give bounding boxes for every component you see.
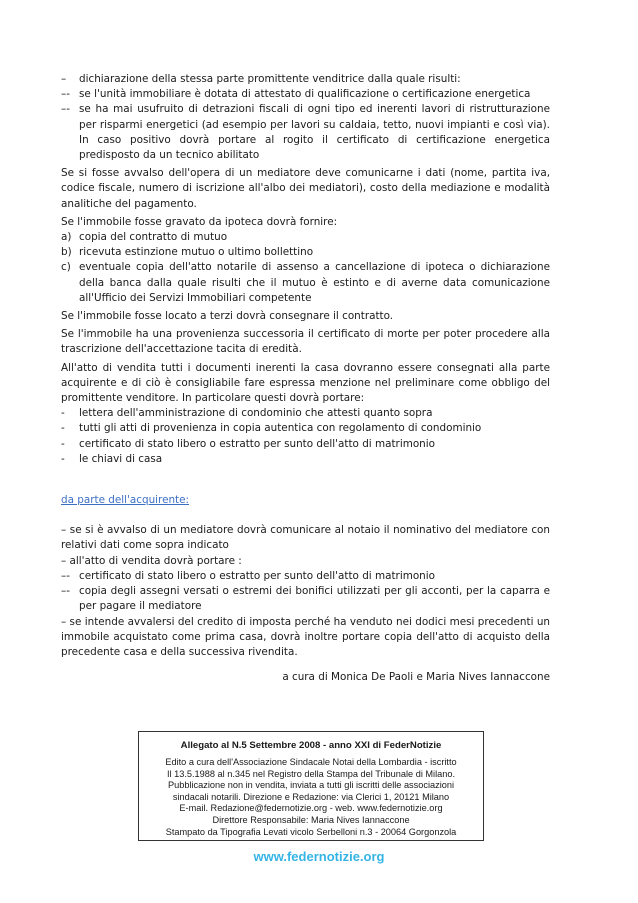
list-text: copia degli assegni versati o estremi dei bonifici utilizzati per gli acconti, per la caparra e per pagare il mediatore (79, 585, 550, 613)
buyer-atto-line: – all'atto di vendita dovrà portare : (61, 554, 242, 567)
list-item (61, 437, 550, 452)
buyer-mediatore-line: – se si è avvalso di un mediatore dovrà comunicare al notaio il nominativo del mediatore con relativi dati come sopra indicato (61, 524, 550, 552)
list-marker: –- (61, 569, 70, 582)
paragraph-ipoteca-intro: Se l'immobile fosse gravato da ipoteca dovrà fornire: (61, 215, 338, 228)
list-text: copia del contratto di mutuo (79, 231, 228, 244)
box-line: E-mail. Redazione@federnotizie.org - web. www.federnotizie.org (179, 803, 443, 814)
list-item (61, 260, 550, 306)
box-line: Pubblicazione non in vendita, inviata a tutti gli iscritti delle associazioni (168, 780, 454, 791)
buyer-section-heading[interactable]: da parte dell'acquirente: (61, 494, 190, 507)
list-marker: - (61, 437, 65, 450)
seller-docs-list (61, 72, 550, 163)
list-item (61, 452, 550, 467)
list-text: ricevuta estinzione mutuo o ultimo bollettino (79, 246, 314, 259)
atto-list (61, 406, 550, 467)
list-marker: –- (61, 585, 70, 598)
buyer-list (61, 569, 550, 615)
buyer-credit-paragraph: – se intende avvalersi del credito di imposta perché ha venduto nei dodici mesi precedenti un immobile acquistato come prima casa, dovrà inoltre portare copia dell'atto di acquisto della precedente casa e della successiva rivendita. (61, 615, 550, 658)
list-marker: – (61, 73, 67, 85)
footer-website-link[interactable]: www.federnotizie.org (253, 849, 385, 864)
list-marker: - (61, 407, 65, 420)
box-line: sindacali notarili. Direzione e Redazione: via Clerici 1, 20121 Milano (172, 791, 450, 802)
list-text: se ha mai usufruito di detrazioni fiscali di ogni tipo ed inerenti lavori di ristrutturazione per risparmi energetici (ad esempio per lavori su caldaia, tetto, nuovi impianti e così via). In caso positivo dovrà portare al rogito il certificato di certificazione energetica predisposto da un tecnico abilitato (79, 103, 550, 162)
box-title: Allegato al N.5 Settembre 2008 - anno XXI di FederNotizie (180, 740, 442, 751)
box-line: Il 13.5.1988 al n.345 nel Registro della Stampa del Tribunale di Milano. (166, 768, 456, 779)
paragraph-locato: Se l'immobile fosse locato a terzi dovrà consegnare il contratto. (61, 310, 394, 323)
list-item (61, 102, 550, 163)
list-item (61, 87, 550, 102)
list-marker: a) (61, 231, 72, 244)
list-item (61, 72, 550, 87)
ipoteca-list (61, 230, 550, 306)
list-item (61, 406, 550, 421)
list-marker: b) (61, 246, 72, 259)
list-text: certificato di stato libero o estratto per sunto dell'atto di matrimonio (79, 437, 436, 450)
list-text: lettera dell'amministrazione di condominio che attesti quanto sopra (79, 407, 433, 420)
document-body (61, 72, 550, 685)
list-item (61, 230, 550, 245)
publication-info-box (138, 731, 484, 841)
list-marker: - (61, 452, 65, 465)
list-text: certificato di stato libero o estratto per sunto dell'atto di matrimonio (79, 569, 436, 582)
paragraph-mediatore: Se si fosse avvalso dell'opera di un mediatore deve comunicarne i dati (nome, partita iva, codice fiscale, numero di iscrizione all'albo dei mediatori), costo della mediazione e modalità analitiche del pagamento. (61, 167, 550, 210)
list-text: tutti gli atti di provenienza in copia autentica con regolamento di condominio (79, 422, 482, 435)
list-marker: –- (61, 103, 70, 116)
box-body (139, 757, 483, 838)
list-text: se l'unità immobiliare è dotata di attestato di qualificazione o certificazione energetica (79, 88, 531, 101)
list-text: dichiarazione della stessa parte promittente venditrice dalla quale risulti: (79, 73, 461, 85)
paragraph-provenienza: Se l'immobile ha una provenienza successoria il certificato di morte per poter procedere alla trascrizione dell'accettazione tacita di eredità. (61, 328, 550, 356)
list-marker: –- (61, 88, 70, 101)
list-marker: - (61, 422, 65, 435)
author-signature: a cura di Monica De Paoli e Maria Nives Iannaccone (282, 671, 550, 684)
list-item (61, 421, 550, 436)
box-line: Direttore Responsabile: Maria Nives Iannaccone (212, 814, 410, 825)
list-text: le chiavi di casa (79, 452, 163, 465)
list-item (61, 584, 550, 614)
list-marker: c) (61, 261, 71, 274)
list-item (61, 569, 550, 584)
box-line: Stampato da Tipografia Levati vicolo Serbelloni n.3 - 20064 Gorgonzola (165, 826, 457, 837)
paragraph-atto-vendita: All'atto di vendita tutti i documenti inerenti la casa dovranno essere consegnati alla parte acquirente e di ciò è consigliabile fare espressa menzione nel preliminare come obbligo del promittente venditore. In particolare questi dovrà portare: (61, 361, 550, 405)
box-line: Edito a cura dell'Associazione Sindacale Notai della Lombardia - iscritto (165, 757, 457, 767)
list-text: eventuale copia dell'atto notarile di assenso a cancellazione di ipoteca o dichiarazione della banca dalla quale risulti che il mutuo è estinto e di averne data comunicazione all'Ufficio dei Servizi Immobiliari competente (79, 261, 550, 304)
list-item (61, 245, 550, 260)
